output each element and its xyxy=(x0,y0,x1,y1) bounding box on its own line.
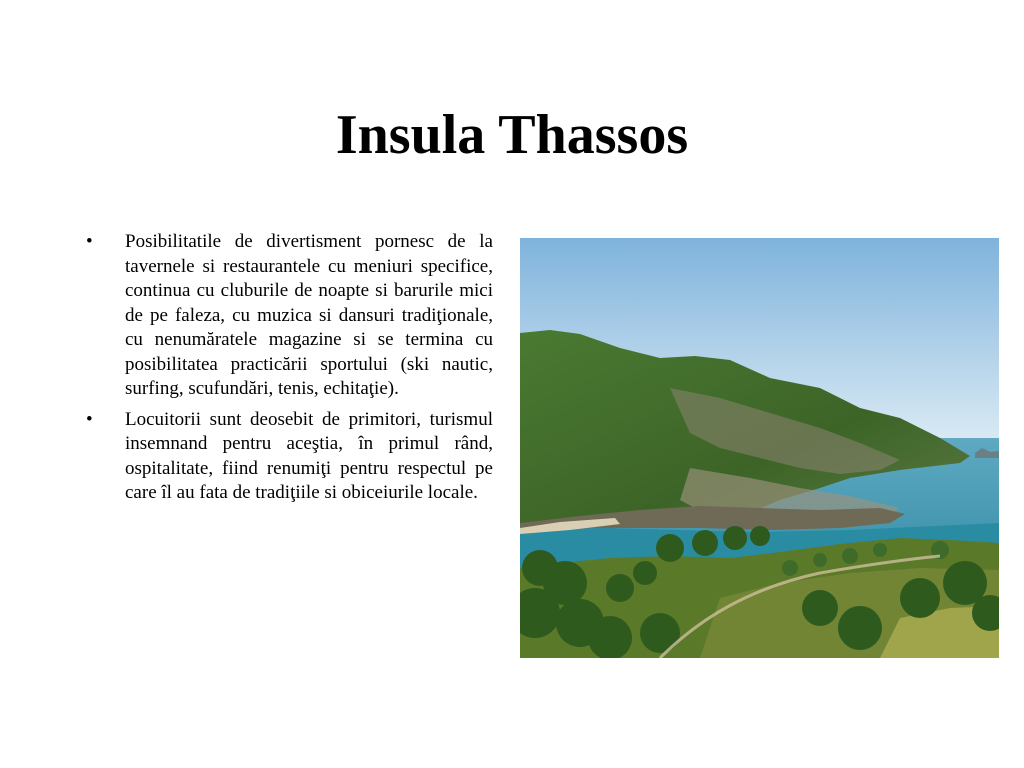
bullet-text: Locuitorii sunt deosebit de primitori, turismul insemnand pentru aceştia, în primul rând, ospitalitate, fiind renumiţi pentru respectul pe care îl au fata de tradiţiile si obiceiurile locale. xyxy=(125,408,493,503)
bullet-text: Posibilitatile de divertisment pornesc de la tavernele si restaurantele cu meniuri specifice, continua cu cluburile de noapte si barurile mici de pe faleza, cu muzica si dansuri tradiţionale, cu nenumăratele magazine si se termina cu posibilitatea practicării sportului (ski nautic, surfing, scufundări, tenis, echitaţie). xyxy=(125,231,493,399)
slide-title: Insula Thassos xyxy=(335,104,689,166)
bullet-marker: • xyxy=(86,408,93,430)
bullet-item-hospitality xyxy=(86,408,493,506)
landscape-photo-icon xyxy=(520,238,999,658)
bullet-marker: • xyxy=(86,231,93,252)
bullet-item-entertainment xyxy=(86,230,493,402)
coastal-bay-photo xyxy=(520,238,999,658)
bullet-list xyxy=(86,230,493,512)
